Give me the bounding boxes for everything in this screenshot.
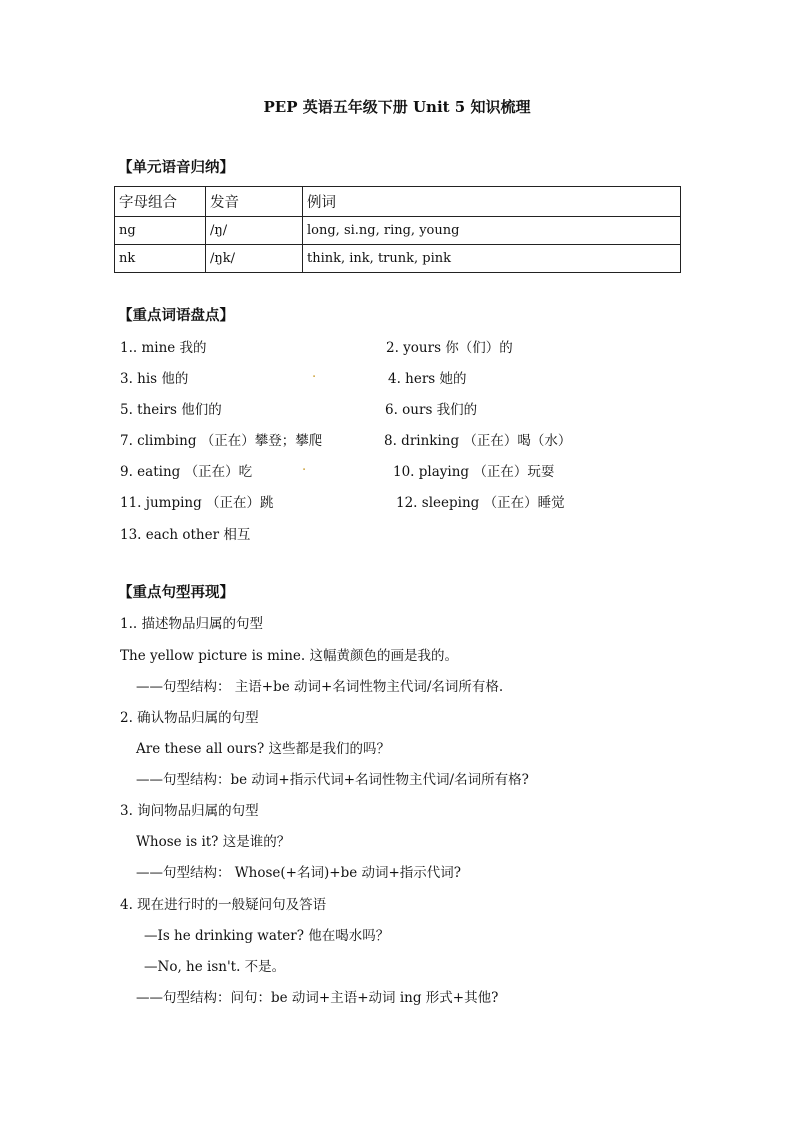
- table-cell: think, ink, trunk, pink: [303, 245, 681, 273]
- table-header-cell: 字母组合: [115, 187, 206, 217]
- vocab-item: 1.. mine 我的: [120, 340, 207, 356]
- vocab-item: 4. hers 她的: [388, 371, 467, 387]
- pattern-structure: ——句型结构： 主语+be 动词+名词性物主代词/名词所有格.: [136, 679, 504, 695]
- vocab-item: 8. drinking （正在）喝（水）: [384, 433, 572, 449]
- example-sentence: Are these all ours? 这些都是我们的吗？: [136, 741, 391, 757]
- section-heading-phonics: 【单元语音归纳】: [118, 159, 234, 176]
- sentence-pattern-heading: 4. 现在进行时的一般疑问句及答语: [120, 897, 327, 913]
- table-header-cell: 例词: [303, 187, 681, 217]
- sentence-pattern-heading: 2. 确认物品归属的句型: [120, 710, 259, 726]
- table-cell: ng: [115, 217, 206, 245]
- table-cell: nk: [115, 245, 206, 273]
- table-cell: /ŋ/: [206, 217, 303, 245]
- table-cell: long, si.ng, ring, young: [303, 217, 681, 245]
- table-header-cell: 发音: [206, 187, 303, 217]
- table-row: [115, 217, 681, 245]
- pattern-structure: ——句型结构：be 动词+指示代词+名词性物主代词/名词所有格?: [136, 772, 529, 788]
- vocab-item: 9. eating （正在）吃: [120, 464, 253, 480]
- table-header-row: [115, 187, 681, 217]
- sentence-pattern-heading: 3. 询问物品归属的句型: [120, 803, 259, 819]
- example-sentence: Whose is it? 这是谁的？: [136, 834, 291, 850]
- stray-dot: .: [312, 366, 317, 381]
- sentence-pattern-heading: 1.. 描述物品归属的句型: [120, 616, 263, 632]
- pattern-structure: ——句型结构： Whose(+名词)+be 动词+指示代词?: [136, 865, 462, 881]
- dialogue-answer: —No, he isn't. 不是。: [144, 959, 286, 975]
- vocab-item: 12. sleeping （正在）睡觉: [396, 495, 565, 511]
- vocab-item: 10. playing （正在）玩耍: [393, 464, 555, 480]
- section-heading-vocab: 【重点词语盘点】: [118, 307, 234, 324]
- stray-dot: .: [302, 459, 307, 474]
- phonics-table: [114, 186, 681, 273]
- vocab-item: 11. jumping （正在）跳: [120, 495, 274, 511]
- section-heading-sentences: 【重点句型再现】: [118, 584, 234, 601]
- vocab-item: 7. climbing （正在）攀登；攀爬: [120, 433, 323, 449]
- table-cell: /ŋk/: [206, 245, 303, 273]
- page-title: PEP 英语五年级下册 Unit 5 知识梳理: [263, 98, 531, 116]
- example-sentence: The yellow picture is mine. 这幅黄颜色的画是我的。: [120, 648, 459, 664]
- vocab-item: 3. his 他的: [120, 371, 189, 387]
- vocab-item: 2. yours 你（们）的: [386, 340, 513, 356]
- table-row: [115, 245, 681, 273]
- vocab-item: 6. ours 我们的: [385, 402, 478, 418]
- vocab-item: 5. theirs 他们的: [120, 402, 222, 418]
- vocab-item: 13. each other 相互: [120, 527, 251, 543]
- pattern-structure: ——句型结构：问句：be 动词+主语+动词 ing 形式+其他?: [136, 990, 499, 1006]
- dialogue-question: —Is he drinking water? 他在喝水吗？: [144, 928, 390, 944]
